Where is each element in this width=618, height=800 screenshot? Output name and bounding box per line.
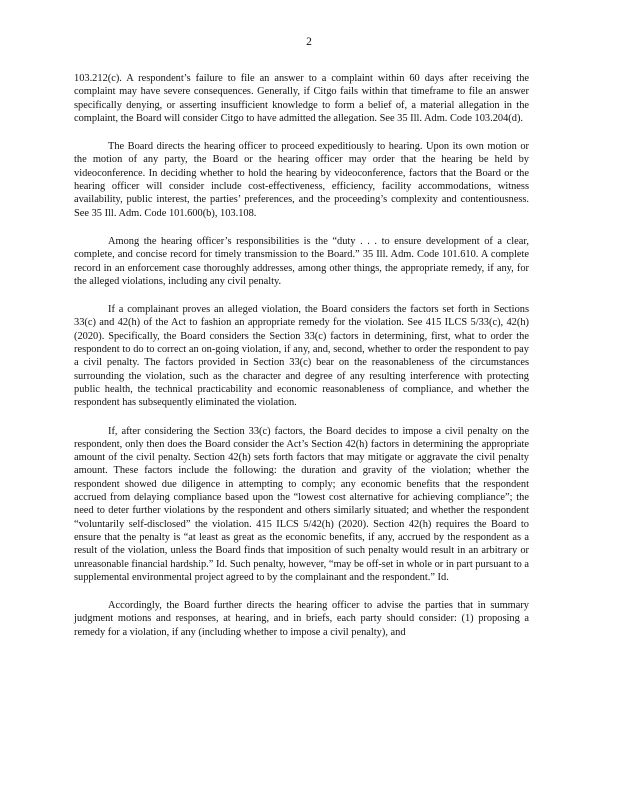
paragraph-accordingly: Accordingly, the Board further directs the hearing officer to advise the parties that in summary judgment motions and responses, at hearing, and in briefs, each party should consider: (1) proposing a remedy for a violation, if any (including whether to impose a civil penalty), and <box>74 600 529 638</box>
page-number: 2 <box>306 36 312 48</box>
paragraph-continuation: 103.212(c). A respondent’s failure to file an answer to a complaint within 60 days after receiving the complaint may have severe consequences. Generally, if Citgo fails within that timeframe to file an answer specifically denying, or asserting insufficient knowledge to form a belief of, a material allegation in the complaint, the Board will consider Citgo to have admitted the allegation. See 35 Ill. Adm. Code 103.204(d). <box>74 73 529 124</box>
paragraph-hearing-directive: The Board directs the hearing officer to proceed expeditiously to hearing. Upon its own motion or the motion of any party, the Board or the hearing officer may order that the hearing be held by videoconference. In deciding whether to hold the hearing by videoconference, factors that the Board or the hearing officer will consider include cost-effectiveness, efficiency, facility accommodations, witness availability, public interest, the parties’ preferences, and the proceeding’s complexity and contentiousness. See 35 Ill. Adm. Code 101.600(b), 103.108. <box>74 141 529 219</box>
paragraph-section-42h: If, after considering the Section 33(c) factors, the Board decides to impose a civil penalty on the respondent, only then does the Board consider the Act’s Section 42(h) factors in determining the appropriate amount of the civil penalty. Section 42(h) sets forth factors that may mitigate or aggravate the civil penalty amount. These factors include the following: the duration and gravity of the violation; whether the respondent showed due diligence in attempting to comply; any economic benefits that the respondent accrued from delaying compliance based upon the “lowest cost alternative for achieving compliance”; the need to deter further violations by the respondent and others similarly situated; and whether the respondent “voluntarily self-disclosed” the violation. 415 ILCS 5/42(h) (2020). Section 42(h) requires the Board to ensure that the penalty is “at least as great as the economic benefits, if any, accrued by the respondent as a result of the violation, unless the Board finds that imposition of such penalty would result in an arbitrary or unreasonable financial hardship.” Id. Such penalty, however, “may be off-set in whole or in part pursuant to a supplemental environmental project agreed to by the complainant and the respondent.” Id. <box>74 425 529 583</box>
document-body <box>74 72 529 654</box>
paragraph-hearing-officer-duties: Among the hearing officer’s responsibilities is the “duty . . . to ensure development of a clear, complete, and concise record for timely transmission to the Board.” 35 Ill. Adm. Code 101.610. A complete record in an enforcement case thoroughly addresses, among other things, the appropriate remedy, if any, for the alleged violations, including any civil penalty. <box>74 235 529 287</box>
paragraph-section-33c: If a complainant proves an alleged violation, the Board considers the factors set forth in Sections 33(c) and 42(h) of the Act to fashion an appropriate remedy for the violation. See 415 ILCS 5/33(c), 42(h) (2020). Specifically, the Board considers the Section 33(c) factors in determining, first, what to order the respondent to do to correct an on-going violation, if any, and, second, whether to order the respondent to pay a civil penalty. The factors provided in Section 33(c) bear on the reasonableness of the circumstances surrounding the violation, such as the character and degree of any resulting interference with protecting public health, the technical practicability and economic reasonableness of compliance, and whether the respondent has subsequently eliminated the violation. <box>74 304 529 409</box>
